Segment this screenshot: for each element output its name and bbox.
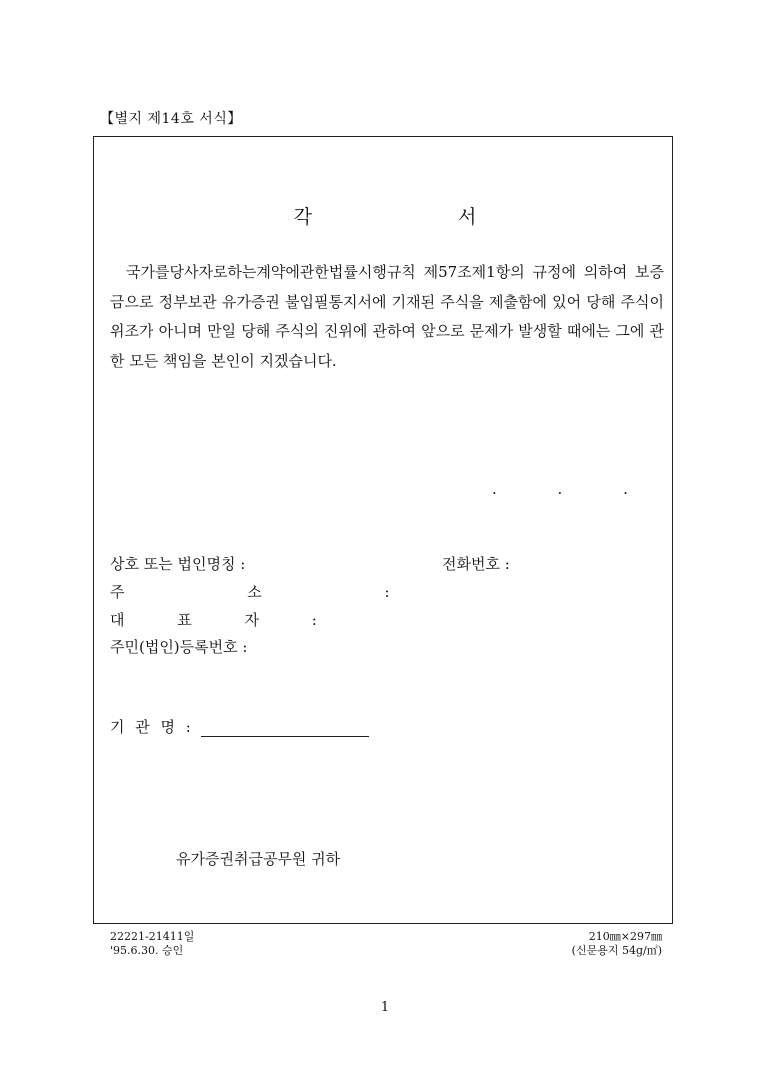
form-code: 22221-21411일 [110,930,195,943]
form-frame [93,136,673,924]
paper-size: 210㎜×297㎜ [588,930,662,943]
agency-label: 기 관 명 : [110,718,191,736]
recipient: 유가증권취급공무원 귀하 [176,850,341,868]
document-title: 각 서 [293,206,547,228]
agency-row [110,716,369,737]
agency-name-blank [201,718,369,737]
date-placeholder: . . . [492,480,656,498]
approval-date: '95.6.30. 승인 [110,944,184,957]
registration-number-label: 주민(법인)등록번호 : [110,638,248,656]
form-label: 【별지 제14호 서식】 [100,111,242,127]
footer-right [572,930,662,958]
pledge-text: 국가를당사자로하는계약에관한법률시행규칙 제57조제1항의 규정에 의하여 보증금으로 정부보관 유가증권 불입필통지서에 기재된 주식을 제출함에 있어 당해 주식이 위조가 아니며 만일 당해 주식의 진위에 관하여 앞으로 문제가 발생할 때에는 그에 관한 모든 책임을 본인이 지겠습니다. [110,263,664,370]
representative-label: 대 표 자 : [110,611,317,629]
address-label: 주 소 : [110,583,390,601]
paper-type: (신문용지 54g/㎡) [571,944,662,957]
company-name-label: 상호 또는 법인명칭 : [110,555,246,573]
phone-label: 전화번호 : [442,555,510,573]
footer-left [110,930,194,958]
page-number: 1 [380,1000,390,1015]
